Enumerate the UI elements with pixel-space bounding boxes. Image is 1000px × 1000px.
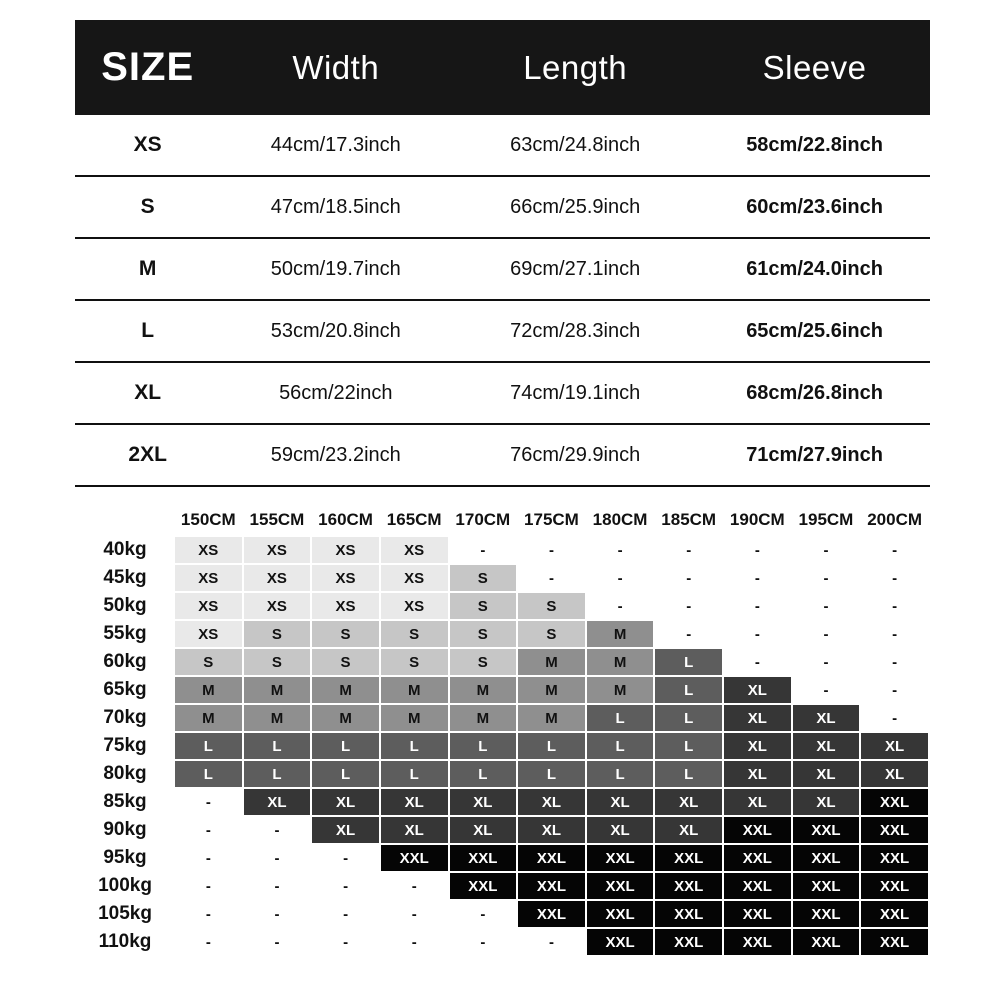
size-table-row	[75, 238, 930, 300]
matrix-cell: XXL	[861, 873, 928, 899]
size-cell-size: XS	[75, 115, 220, 176]
fit-matrix-row	[77, 789, 928, 815]
matrix-cell: -	[312, 845, 379, 871]
matrix-cell: XL	[312, 789, 379, 815]
matrix-cell: -	[175, 817, 242, 843]
matrix-cell: L	[655, 761, 722, 787]
matrix-cell: XXL	[724, 873, 791, 899]
matrix-cell: L	[312, 761, 379, 787]
matrix-cell: -	[793, 677, 860, 703]
size-cell-size: 2XL	[75, 424, 220, 486]
matrix-cell: -	[793, 565, 860, 591]
matrix-cell: S	[312, 649, 379, 675]
fit-matrix-row	[77, 761, 928, 787]
matrix-cell: S	[381, 621, 448, 647]
matrix-cell: S	[450, 621, 517, 647]
matrix-cell: L	[381, 733, 448, 759]
weight-label: 65kg	[77, 677, 173, 703]
matrix-cell: L	[655, 705, 722, 731]
matrix-cell: -	[724, 621, 791, 647]
matrix-cell: -	[175, 873, 242, 899]
matrix-cell: S	[450, 565, 517, 591]
fit-matrix-row	[77, 845, 928, 871]
matrix-cell: XS	[381, 593, 448, 619]
size-cell-width: 53cm/20.8inch	[220, 300, 451, 362]
size-table-header-width: Width	[292, 48, 380, 86]
matrix-cell: XL	[724, 677, 791, 703]
matrix-cell: L	[381, 761, 448, 787]
matrix-cell: -	[724, 593, 791, 619]
matrix-cell: XL	[518, 817, 585, 843]
size-cell-width: 59cm/23.2inch	[220, 424, 451, 486]
size-cell-sleeve: 71cm/27.9inch	[699, 424, 930, 486]
fit-matrix-header-row	[77, 505, 928, 535]
size-cell-length: 72cm/28.3inch	[451, 300, 699, 362]
matrix-cell: XXL	[793, 845, 860, 871]
matrix-cell: M	[587, 677, 654, 703]
matrix-cell: XL	[450, 789, 517, 815]
matrix-cell: XXL	[655, 901, 722, 927]
size-cell-sleeve: 65cm/25.6inch	[699, 300, 930, 362]
matrix-cell: XL	[861, 761, 928, 787]
matrix-cell: -	[861, 649, 928, 675]
matrix-cell: XS	[244, 593, 311, 619]
matrix-cell: -	[244, 817, 311, 843]
matrix-cell: -	[175, 845, 242, 871]
matrix-cell: XL	[312, 817, 379, 843]
matrix-cell: XL	[655, 789, 722, 815]
size-cell-size: L	[75, 300, 220, 362]
size-table-row	[75, 115, 930, 176]
size-cell-length: 63cm/24.8inch	[451, 115, 699, 176]
matrix-cell: M	[518, 677, 585, 703]
matrix-cell: -	[312, 873, 379, 899]
matrix-cell: XXL	[861, 789, 928, 815]
matrix-cell: S	[312, 621, 379, 647]
size-cell-length: 66cm/25.9inch	[451, 176, 699, 238]
height-header: 175CM	[518, 505, 585, 535]
matrix-cell: S	[175, 649, 242, 675]
matrix-cell: -	[244, 901, 311, 927]
matrix-cell: M	[312, 705, 379, 731]
matrix-cell: L	[587, 761, 654, 787]
matrix-cell: XXL	[655, 873, 722, 899]
matrix-cell: -	[655, 537, 722, 563]
weight-label: 75kg	[77, 733, 173, 759]
matrix-cell: -	[381, 901, 448, 927]
fit-matrix-row	[77, 593, 928, 619]
matrix-cell: XS	[175, 537, 242, 563]
matrix-cell: M	[381, 705, 448, 731]
matrix-cell: -	[724, 565, 791, 591]
matrix-cell: L	[450, 733, 517, 759]
weight-label: 55kg	[77, 621, 173, 647]
matrix-cell: L	[312, 733, 379, 759]
matrix-cell: XXL	[861, 901, 928, 927]
height-header: 165CM	[381, 505, 448, 535]
fit-matrix-row	[77, 649, 928, 675]
matrix-cell: M	[450, 677, 517, 703]
matrix-cell: M	[587, 649, 654, 675]
matrix-cell: XXL	[793, 901, 860, 927]
matrix-cell: L	[244, 733, 311, 759]
matrix-cell: S	[518, 593, 585, 619]
matrix-cell: S	[518, 621, 585, 647]
weight-label: 60kg	[77, 649, 173, 675]
size-table-header-size: SIZE	[101, 45, 195, 89]
matrix-cell: -	[450, 901, 517, 927]
fit-matrix-row	[77, 733, 928, 759]
matrix-cell: XS	[244, 537, 311, 563]
matrix-cell: M	[312, 677, 379, 703]
matrix-cell: -	[518, 537, 585, 563]
matrix-cell: XXL	[518, 901, 585, 927]
matrix-cell: XL	[381, 817, 448, 843]
matrix-cell: L	[518, 761, 585, 787]
matrix-cell: -	[861, 537, 928, 563]
matrix-cell: XXL	[793, 817, 860, 843]
matrix-cell: -	[312, 929, 379, 955]
matrix-cell: -	[861, 705, 928, 731]
matrix-cell: XXL	[587, 929, 654, 955]
matrix-cell: -	[587, 593, 654, 619]
matrix-cell: -	[587, 565, 654, 591]
matrix-cell: XL	[793, 705, 860, 731]
matrix-cell: XL	[450, 817, 517, 843]
height-header: 155CM	[244, 505, 311, 535]
weight-label: 105kg	[77, 901, 173, 927]
height-header: 170CM	[450, 505, 517, 535]
fit-matrix-row	[77, 901, 928, 927]
matrix-cell: -	[861, 677, 928, 703]
matrix-cell: -	[793, 537, 860, 563]
matrix-cell: L	[655, 733, 722, 759]
matrix-cell: XXL	[861, 929, 928, 955]
matrix-cell: -	[793, 649, 860, 675]
matrix-cell: M	[175, 677, 242, 703]
matrix-cell: -	[244, 929, 311, 955]
matrix-cell: L	[244, 761, 311, 787]
matrix-cell: L	[175, 733, 242, 759]
matrix-cell: -	[861, 621, 928, 647]
height-header: 160CM	[312, 505, 379, 535]
matrix-cell: L	[655, 677, 722, 703]
matrix-cell: -	[381, 929, 448, 955]
matrix-cell: XL	[518, 789, 585, 815]
matrix-cell: XL	[724, 705, 791, 731]
size-cell-length: 74cm/19.1inch	[451, 362, 699, 424]
fit-matrix	[75, 503, 930, 957]
weight-label: 85kg	[77, 789, 173, 815]
matrix-cell: XL	[724, 761, 791, 787]
height-header: 195CM	[793, 505, 860, 535]
matrix-cell: -	[518, 929, 585, 955]
size-table	[75, 20, 930, 487]
matrix-cell: XL	[793, 761, 860, 787]
matrix-cell: XS	[312, 593, 379, 619]
matrix-cell: L	[587, 705, 654, 731]
matrix-cell: S	[381, 649, 448, 675]
matrix-cell: -	[518, 565, 585, 591]
weight-label: 95kg	[77, 845, 173, 871]
fit-matrix-corner	[77, 505, 173, 535]
fit-matrix-row	[77, 817, 928, 843]
matrix-cell: XL	[587, 789, 654, 815]
fit-matrix-row	[77, 677, 928, 703]
matrix-cell: XXL	[587, 873, 654, 899]
matrix-cell: -	[244, 873, 311, 899]
matrix-cell: XL	[724, 789, 791, 815]
matrix-cell: S	[450, 649, 517, 675]
matrix-cell: -	[587, 537, 654, 563]
fit-matrix-row	[77, 873, 928, 899]
matrix-cell: -	[793, 593, 860, 619]
matrix-cell: S	[244, 649, 311, 675]
height-header: 200CM	[861, 505, 928, 535]
matrix-cell: XS	[175, 593, 242, 619]
matrix-cell: XS	[381, 565, 448, 591]
size-table-row	[75, 176, 930, 238]
matrix-cell: XXL	[724, 817, 791, 843]
matrix-cell: XXL	[655, 929, 722, 955]
height-header: 185CM	[655, 505, 722, 535]
matrix-cell: L	[587, 733, 654, 759]
matrix-cell: M	[518, 649, 585, 675]
matrix-cell: -	[175, 901, 242, 927]
matrix-cell: -	[244, 845, 311, 871]
matrix-cell: M	[244, 677, 311, 703]
size-table-header-length: Length	[523, 48, 628, 86]
matrix-cell: XXL	[724, 901, 791, 927]
size-cell-width: 44cm/17.3inch	[220, 115, 451, 176]
fit-matrix-head	[77, 505, 928, 535]
matrix-cell: XL	[381, 789, 448, 815]
weight-label: 110kg	[77, 929, 173, 955]
matrix-cell: XXL	[793, 929, 860, 955]
size-cell-size: S	[75, 176, 220, 238]
matrix-cell: L	[655, 649, 722, 675]
matrix-cell: L	[518, 733, 585, 759]
weight-label: 40kg	[77, 537, 173, 563]
matrix-cell: -	[450, 929, 517, 955]
matrix-cell: M	[381, 677, 448, 703]
matrix-cell: XXL	[381, 845, 448, 871]
matrix-cell: -	[381, 873, 448, 899]
matrix-cell: L	[450, 761, 517, 787]
size-table-body	[75, 115, 930, 486]
matrix-cell: M	[450, 705, 517, 731]
fit-matrix-row	[77, 537, 928, 563]
matrix-cell: XL	[244, 789, 311, 815]
matrix-cell: M	[518, 705, 585, 731]
matrix-cell: M	[587, 621, 654, 647]
size-table-row	[75, 300, 930, 362]
matrix-cell: L	[175, 761, 242, 787]
matrix-cell: XXL	[655, 845, 722, 871]
matrix-cell: XXL	[861, 817, 928, 843]
matrix-cell: XXL	[724, 929, 791, 955]
matrix-cell: XXL	[861, 845, 928, 871]
matrix-cell: XL	[655, 817, 722, 843]
size-cell-sleeve: 61cm/24.0inch	[699, 238, 930, 300]
height-header: 150CM	[175, 505, 242, 535]
matrix-cell: XXL	[518, 845, 585, 871]
matrix-cell: -	[312, 901, 379, 927]
matrix-cell: -	[861, 565, 928, 591]
size-cell-size: XL	[75, 362, 220, 424]
matrix-cell: -	[793, 621, 860, 647]
size-table-header-sleeve: Sleeve	[762, 48, 867, 86]
size-cell-width: 56cm/22inch	[220, 362, 451, 424]
matrix-cell: XS	[312, 537, 379, 563]
matrix-cell: XXL	[518, 873, 585, 899]
weight-label: 80kg	[77, 761, 173, 787]
matrix-cell: -	[724, 649, 791, 675]
size-table-header-row	[75, 20, 930, 115]
matrix-cell: XL	[724, 733, 791, 759]
fit-matrix-row	[77, 929, 928, 955]
fit-matrix-row	[77, 621, 928, 647]
size-cell-sleeve: 68cm/26.8inch	[699, 362, 930, 424]
matrix-cell: -	[724, 537, 791, 563]
size-table-row	[75, 362, 930, 424]
matrix-cell: XXL	[450, 845, 517, 871]
matrix-cell: XL	[587, 817, 654, 843]
matrix-cell: -	[861, 593, 928, 619]
matrix-cell: XS	[244, 565, 311, 591]
matrix-cell: M	[244, 705, 311, 731]
size-cell-width: 47cm/18.5inch	[220, 176, 451, 238]
size-table-row	[75, 424, 930, 486]
size-cell-size: M	[75, 238, 220, 300]
size-cell-sleeve: 60cm/23.6inch	[699, 176, 930, 238]
size-table-head	[75, 20, 930, 115]
matrix-cell: XXL	[450, 873, 517, 899]
matrix-cell: M	[175, 705, 242, 731]
size-cell-sleeve: 58cm/22.8inch	[699, 115, 930, 176]
matrix-cell: XS	[175, 565, 242, 591]
matrix-cell: XL	[861, 733, 928, 759]
matrix-cell: XS	[312, 565, 379, 591]
weight-label: 70kg	[77, 705, 173, 731]
matrix-cell: XL	[793, 733, 860, 759]
matrix-cell: XXL	[724, 845, 791, 871]
matrix-cell: S	[450, 593, 517, 619]
matrix-cell: XXL	[587, 845, 654, 871]
size-cell-width: 50cm/19.7inch	[220, 238, 451, 300]
weight-label: 45kg	[77, 565, 173, 591]
matrix-cell: XXL	[587, 901, 654, 927]
matrix-cell: -	[450, 537, 517, 563]
height-header: 190CM	[724, 505, 791, 535]
fit-matrix-row	[77, 705, 928, 731]
matrix-cell: -	[655, 593, 722, 619]
fit-matrix-body	[77, 537, 928, 955]
matrix-cell: XS	[381, 537, 448, 563]
size-cell-length: 76cm/29.9inch	[451, 424, 699, 486]
weight-label: 90kg	[77, 817, 173, 843]
matrix-cell: -	[175, 929, 242, 955]
matrix-cell: -	[655, 565, 722, 591]
matrix-cell: S	[244, 621, 311, 647]
weight-label: 50kg	[77, 593, 173, 619]
matrix-cell: XXL	[793, 873, 860, 899]
weight-label: 100kg	[77, 873, 173, 899]
matrix-cell: XL	[793, 789, 860, 815]
size-cell-length: 69cm/27.1inch	[451, 238, 699, 300]
matrix-cell: -	[175, 789, 242, 815]
height-header: 180CM	[587, 505, 654, 535]
matrix-cell: -	[655, 621, 722, 647]
fit-matrix-row	[77, 565, 928, 591]
matrix-cell: XS	[175, 621, 242, 647]
